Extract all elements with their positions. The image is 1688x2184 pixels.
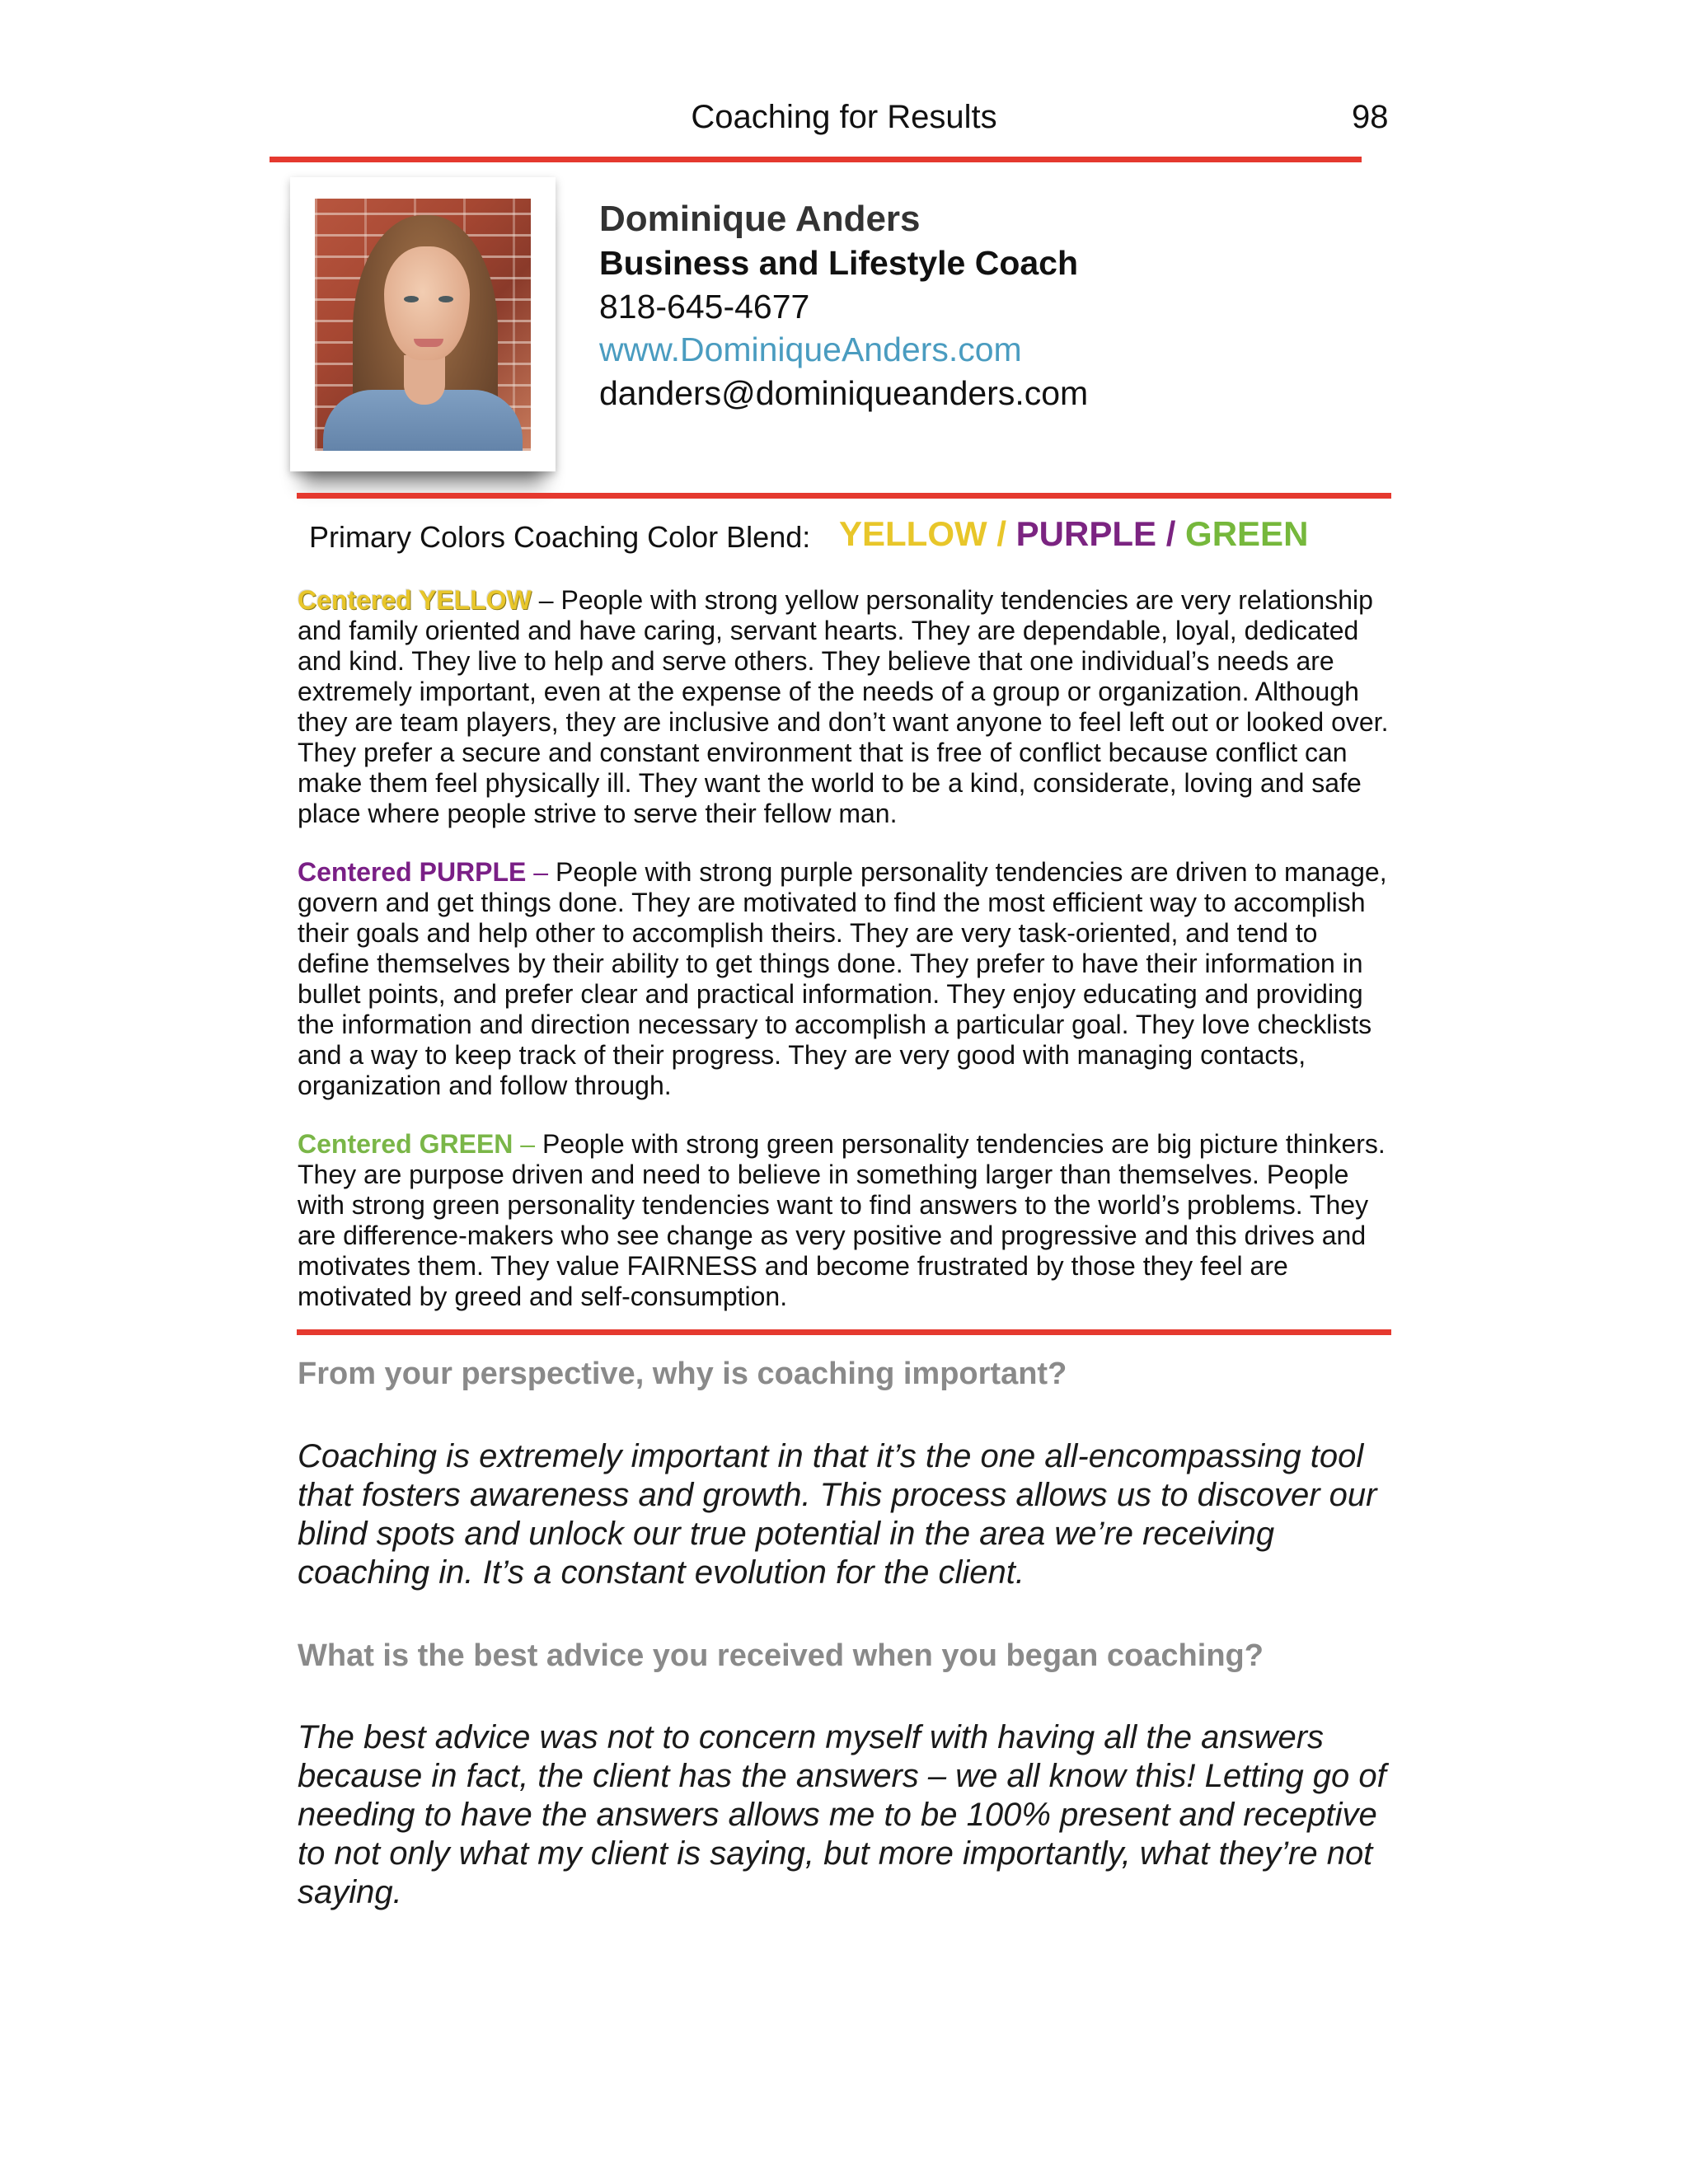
running-header-title: Coaching for Results: [691, 99, 997, 135]
website-link[interactable]: www.DominiqueAnders.com: [599, 330, 1022, 368]
page-number: 98: [1352, 99, 1389, 135]
lips: [414, 339, 443, 347]
blend-purple: PURPLE: [1015, 514, 1157, 553]
section-label-yellow: Centered YELLOW: [298, 585, 532, 615]
email-address[interactable]: danders@dominiqueanders.com: [599, 374, 1089, 412]
blend-separator-1: /: [987, 514, 1016, 553]
color-blend-label: Primary Colors Coaching Color Blend:: [309, 520, 811, 554]
right-eye: [438, 296, 453, 302]
coach-role: Business and Lifestyle Coach: [599, 244, 1079, 282]
profile-photo-frame: [290, 177, 556, 471]
section-text-yellow: People with strong yellow personality tendencies are very relationship and family oriented and have caring, servant hearts. They are dependable, loyal, dedicated and kind. They live to help and serve others. They believe that one individual’s needs are extremely important, even at the expense of the needs of a group or organization. Although they are team players, they are inclusive and don’t want anyone to feel left out or looked over. They prefer a secure and constant environment that is free of conflict because conflict can make them feel physically ill. They want the world to be a kind, considerate, loving and safe place where people strive to serve their fellow man.: [298, 585, 1389, 828]
qa-divider: [297, 1329, 1391, 1335]
answer-1: Coaching is extremely important in that it’s the one all-encompassing tool that fosters awareness and growth. This process allows us to discover our blind spots and unlock our true potential in the area we’re receiving coaching in. It’s a constant evolution for the client.: [298, 1438, 1377, 1591]
question-2: What is the best advice you received when you began coaching?: [298, 1638, 1264, 1673]
blend-separator-2: /: [1156, 514, 1186, 553]
green-description: [298, 1129, 1394, 1312]
answer-2: The best advice was not to concern myself with having all the answers because in fact, the client has the answers – we all know this! Letting go of needing to have the answers allows me to be 100% present and receptive to not only what my client is saying, but more importantly, what they’re not saying.: [298, 1719, 1386, 1910]
question-1: From your perspective, why is coaching important?: [298, 1357, 1067, 1391]
phone-number: 818-645-4677: [599, 288, 810, 326]
neck: [404, 355, 445, 405]
section-text-purple: People with strong purple personality tendencies are driven to manage, govern and get things done. They are motivated to find the most efficient way to accomplish their goals and help other to accomplish theirs. They are very task-oriented, and tend to define themselves by their ability to get things done. They prefer to have their information in bullet points, and prefer clear and practical information. They enjoy educating and providing the information and direction necessary to accomplish a particular goal. They love checklists and a way to keep track of their progress. They are very good with managing contacts, organization and follow through.: [298, 857, 1387, 1100]
blend-green: GREEN: [1185, 514, 1309, 553]
section-dash-green: –: [520, 1129, 536, 1159]
section-label-purple: Centered PURPLE: [298, 857, 527, 887]
left-eye: [404, 296, 419, 302]
purple-description: [298, 857, 1394, 1101]
section-dash-yellow: –: [538, 585, 554, 615]
coach-name: Dominique Anders: [599, 199, 921, 239]
yellow-description: [298, 585, 1394, 829]
blend-yellow: YELLOW: [839, 514, 987, 553]
profile-photo: [315, 199, 531, 451]
section-label-green: Centered GREEN: [298, 1129, 513, 1159]
section-dash-purple: –: [533, 857, 549, 887]
color-blend-values: [839, 513, 1308, 555]
profile-divider: [297, 493, 1391, 499]
section-text-green: People with strong green personality tendencies are big picture thinkers. They are purpose driven and need to believe in something larger than themselves. People with strong green personality tendencies want to find answers to the world’s problems. They are difference-makers who see change as very positive and progressive and this drives and motivates them. They value FAIRNESS and become frustrated by those they feel are motivated by greed and self-consumption.: [298, 1129, 1386, 1311]
header-divider: [270, 157, 1362, 162]
